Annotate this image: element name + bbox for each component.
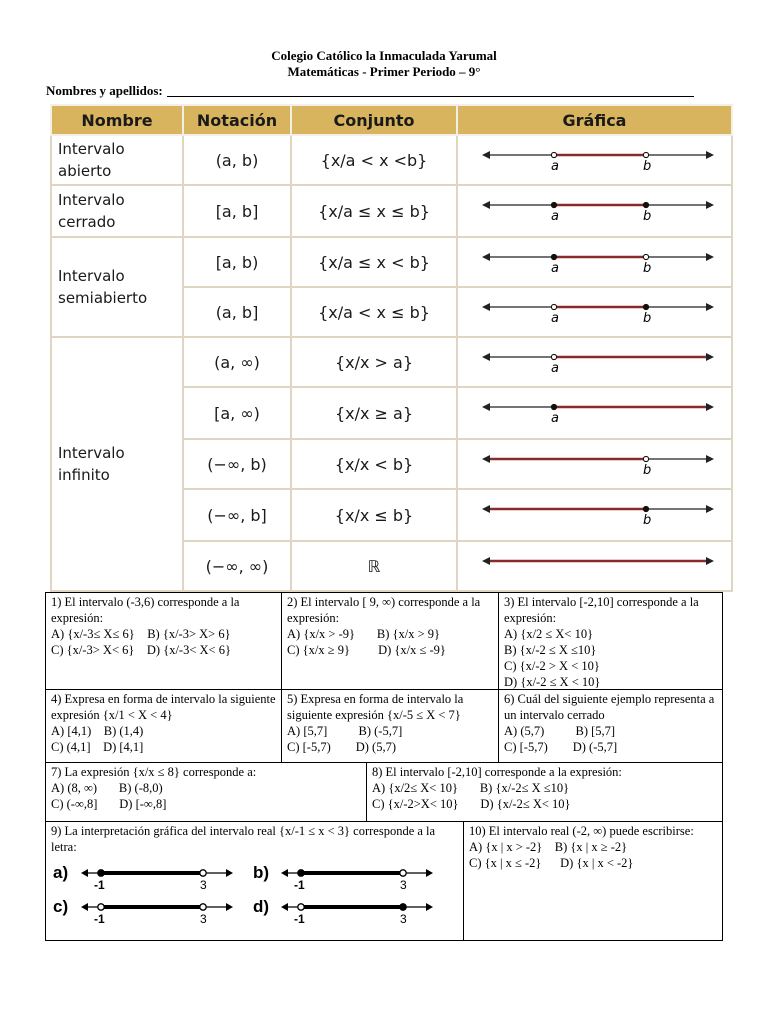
label-left: -1 xyxy=(294,878,305,892)
endpoint-b xyxy=(643,456,648,461)
arrow-right-icon xyxy=(706,557,714,565)
interval-notation: (−∞, b] xyxy=(183,489,291,541)
arrow-left-icon xyxy=(281,869,288,877)
question-stem: 4) Expresa en forma de intervalo la siguiente expresión {x/1 < X < 4} xyxy=(51,692,276,722)
interval-set: {x/a ≤ x ≤ b} xyxy=(291,185,457,237)
arrow-left-icon xyxy=(482,151,490,159)
interval-graph xyxy=(457,135,732,185)
subject-title: Matemáticas - Primer Periodo – 9° xyxy=(287,64,481,79)
arrow-right-icon xyxy=(426,903,433,911)
interval-name-line2: infinito xyxy=(58,466,110,484)
interval-set: {x/x ≥ a} xyxy=(291,387,457,439)
interval-name-line2: cerrado xyxy=(58,213,116,231)
interval-notation: [a, b) xyxy=(183,237,291,287)
label-right: 3 xyxy=(200,912,207,926)
question-options: A) (5,7) B) [5,7] xyxy=(504,724,616,738)
arrow-right-icon xyxy=(226,903,233,911)
question-stem: 10) El intervalo real (-2, ∞) puede escribirse: xyxy=(469,824,694,838)
interval-notation: (a, ∞) xyxy=(183,337,291,387)
question-options: C) {x/-2>X< 10} D) {x/-2≤ X< 10} xyxy=(372,797,571,811)
endpoint-b xyxy=(643,152,648,157)
question-options: A) {x/x > -9} B) {x/x > 9} xyxy=(287,627,441,641)
interval-name-line1: Intervalo xyxy=(58,191,125,209)
endpoint-left xyxy=(298,904,304,910)
label-b: b xyxy=(643,261,652,276)
arrow-right-icon xyxy=(706,455,714,463)
q9-graph-options xyxy=(51,855,458,935)
arrow-right-icon xyxy=(706,151,714,159)
question-1 xyxy=(45,592,282,690)
option-letter: c) xyxy=(53,897,69,916)
interval-notation: [a, b] xyxy=(183,185,291,237)
question-options: A) {x | x > -2} B) {x | x ≥ -2} xyxy=(469,840,628,854)
col-grafica: Gráfica xyxy=(457,105,732,135)
interval-reference-table xyxy=(50,104,731,592)
interval-notation: [a, ∞) xyxy=(183,387,291,439)
interval-graph xyxy=(457,489,732,541)
interval-notation: (a, b) xyxy=(183,135,291,185)
arrow-right-icon xyxy=(706,253,714,261)
question-9 xyxy=(45,821,464,941)
label-a: a xyxy=(551,311,559,326)
arrow-left-icon xyxy=(281,903,288,911)
mini-number-line xyxy=(279,863,439,897)
question-8 xyxy=(366,762,723,822)
label-right: 3 xyxy=(200,878,207,892)
interval-name xyxy=(51,185,183,237)
question-options: A) (8, ∞) B) (-8,0) xyxy=(51,781,163,795)
endpoint-a xyxy=(551,152,556,157)
endpoint-a xyxy=(551,202,556,207)
arrow-right-icon xyxy=(226,869,233,877)
label-a: a xyxy=(551,411,559,426)
endpoint-b xyxy=(643,506,648,511)
col-conjunto: Conjunto xyxy=(291,105,457,135)
interval-name-line1: Intervalo xyxy=(58,267,125,285)
label-b: b xyxy=(643,513,652,528)
mini-number-line xyxy=(79,863,239,897)
label-a: a xyxy=(551,261,559,276)
arrow-left-icon xyxy=(482,353,490,361)
arrow-right-icon xyxy=(706,403,714,411)
interval-graph xyxy=(457,287,732,337)
number-line xyxy=(458,441,729,487)
interval-notation: (a, b] xyxy=(183,287,291,337)
interval-name xyxy=(51,135,183,185)
number-line xyxy=(458,187,729,235)
interval-set: {x/a < x <b} xyxy=(291,135,457,185)
question-options: A) [5,7] B) (-5,7] xyxy=(287,724,403,738)
question-options: C) [-5,7) D) (-5,7] xyxy=(504,740,618,754)
interval-graph xyxy=(457,387,732,439)
arrow-right-icon xyxy=(706,505,714,513)
arrow-left-icon xyxy=(482,253,490,261)
arrow-right-icon xyxy=(706,353,714,361)
question-options: C) (4,1] D) [4,1] xyxy=(51,740,144,754)
question-options: C) {x/-3> X< 6} D) {x/-3< X< 6} xyxy=(51,643,231,657)
endpoint-a xyxy=(551,304,556,309)
number-line xyxy=(458,491,729,539)
label-a: a xyxy=(551,159,559,174)
label-right: 3 xyxy=(400,912,407,926)
arrow-left-icon xyxy=(482,303,490,311)
question-options: C) {x/x ≥ 9} D) {x/x ≤ -9} xyxy=(287,643,446,657)
interval-name xyxy=(51,237,183,337)
endpoint-right xyxy=(200,904,206,910)
number-line xyxy=(458,339,729,385)
endpoint-left xyxy=(98,904,104,910)
interval-set: {x/a < x ≤ b} xyxy=(291,287,457,337)
names-blank xyxy=(167,83,694,97)
label-a: a xyxy=(551,361,559,376)
question-options: C) (-∞,8] D) [-∞,8] xyxy=(51,797,167,811)
arrow-right-icon xyxy=(706,201,714,209)
question-5 xyxy=(281,689,499,763)
endpoint-b xyxy=(643,304,648,309)
endpoint-right xyxy=(400,870,406,876)
question-stem: 2) El intervalo [ 9, ∞) corresponde a la expresión: xyxy=(287,595,481,625)
label-b: b xyxy=(643,463,652,478)
label-b: b xyxy=(643,209,652,224)
interval-name xyxy=(51,337,183,591)
question-options: C) [-5,7) D) (5,7) xyxy=(287,740,397,754)
question-7 xyxy=(45,762,367,822)
table-header-row xyxy=(51,105,732,135)
question-6 xyxy=(498,689,723,763)
question-2 xyxy=(281,592,499,690)
question-options: A) {x/2≤ X< 10} B) {x/-2≤ X ≤10} xyxy=(372,781,570,795)
label-right: 3 xyxy=(400,878,407,892)
endpoint-a xyxy=(551,254,556,259)
col-notacion: Notación xyxy=(183,105,291,135)
names-line xyxy=(46,83,694,99)
question-stem: 6) Cuál del siguiente ejemplo representa a un intervalo cerrado xyxy=(504,692,715,722)
question-options: D) {x/-2 ≤ X < 10} xyxy=(504,675,601,689)
number-line xyxy=(458,137,729,183)
question-options: A) {x/-3≤ X≤ 6} B) {x/-3> X> 6} xyxy=(51,627,231,641)
q9-option-b[interactable] xyxy=(251,863,441,897)
option-letter: b) xyxy=(253,863,270,882)
interval-set: {x/a ≤ x < b} xyxy=(291,237,457,287)
arrow-left-icon xyxy=(482,557,490,565)
number-line xyxy=(458,239,729,285)
arrow-left-icon xyxy=(482,455,490,463)
mini-number-line xyxy=(79,897,239,931)
interval-graph xyxy=(457,337,732,387)
endpoint-b xyxy=(643,202,648,207)
label-left: -1 xyxy=(294,912,305,926)
interval-graph xyxy=(457,541,732,591)
endpoint-left xyxy=(98,870,104,876)
question-options: A) {x/2 ≤ X< 10} xyxy=(504,627,594,641)
arrow-left-icon xyxy=(482,505,490,513)
question-options: B) {x/-2 ≤ X ≤10} xyxy=(504,643,597,657)
endpoint-a xyxy=(551,354,556,359)
question-4 xyxy=(45,689,282,763)
names-label: Nombres y apellidos: xyxy=(46,83,163,98)
arrow-left-icon xyxy=(81,903,88,911)
question-options: C) {x/-2 > X < 10} xyxy=(504,659,600,673)
col-nombre: Nombre xyxy=(51,105,183,135)
question-stem: 9) La interpretación gráfica del intervalo real {x/-1 ≤ x < 3} corresponde a la letra: xyxy=(51,824,436,854)
option-letter: a) xyxy=(53,863,69,882)
interval-set: ℝ xyxy=(291,541,457,591)
table-row xyxy=(51,185,732,237)
arrow-right-icon xyxy=(706,303,714,311)
school-name: Colegio Católico la Inmaculada Yarumal xyxy=(271,48,497,63)
arrow-left-icon xyxy=(482,403,490,411)
question-stem: 7) La expresión {x/x ≤ 8} corresponde a: xyxy=(51,765,257,779)
interval-graph xyxy=(457,439,732,489)
interval-name-line2: semiabierto xyxy=(58,289,148,307)
option-letter: d) xyxy=(253,897,270,916)
table-row xyxy=(51,237,732,287)
label-b: b xyxy=(643,159,652,174)
question-stem: 1) El intervalo (-3,6) corresponde a la expresión: xyxy=(51,595,240,625)
endpoint-right xyxy=(200,870,206,876)
question-stem: 8) El intervalo [-2,10] corresponde a la expresión: xyxy=(372,765,622,779)
endpoint-left xyxy=(298,870,304,876)
question-options: A) [4,1) B) (1,4) xyxy=(51,724,144,738)
interval-name-line1: Intervalo xyxy=(58,444,125,462)
interval-graph xyxy=(457,237,732,287)
number-line xyxy=(458,389,729,437)
q9-option-a[interactable] xyxy=(51,863,241,897)
question-stem: 3) El intervalo [-2,10] corresponde a la expresión: xyxy=(504,595,699,625)
interval-notation: (−∞, ∞) xyxy=(183,541,291,591)
question-10 xyxy=(463,821,723,941)
interval-set: {x/x ≤ b} xyxy=(291,489,457,541)
label-a: a xyxy=(551,209,559,224)
q9-option-c[interactable] xyxy=(51,897,241,931)
mini-number-line xyxy=(279,897,439,931)
arrow-left-icon xyxy=(81,869,88,877)
number-line xyxy=(458,289,729,335)
interval-notation: (−∞, b) xyxy=(183,439,291,489)
number-line xyxy=(458,543,729,589)
interval-name-line2: abierto xyxy=(58,162,112,180)
arrow-right-icon xyxy=(426,869,433,877)
interval-set: {x/x < b} xyxy=(291,439,457,489)
interval-name-line1: Intervalo xyxy=(58,140,125,158)
endpoint-b xyxy=(643,254,648,259)
interval-set: {x/x > a} xyxy=(291,337,457,387)
table-row xyxy=(51,337,732,387)
label-left: -1 xyxy=(94,878,105,892)
question-3 xyxy=(498,592,723,690)
arrow-left-icon xyxy=(482,201,490,209)
table-row xyxy=(51,135,732,185)
interval-graph xyxy=(457,185,732,237)
label-b: b xyxy=(643,311,652,326)
q9-option-d[interactable] xyxy=(251,897,441,931)
question-stem: 5) Expresa en forma de intervalo la siguiente expresión {x/-5 ≤ X < 7} xyxy=(287,692,464,722)
endpoint-a xyxy=(551,404,556,409)
endpoint-right xyxy=(400,904,406,910)
label-left: -1 xyxy=(94,912,105,926)
question-options: C) {x | x ≤ -2} D) {x | x < -2} xyxy=(469,856,634,870)
